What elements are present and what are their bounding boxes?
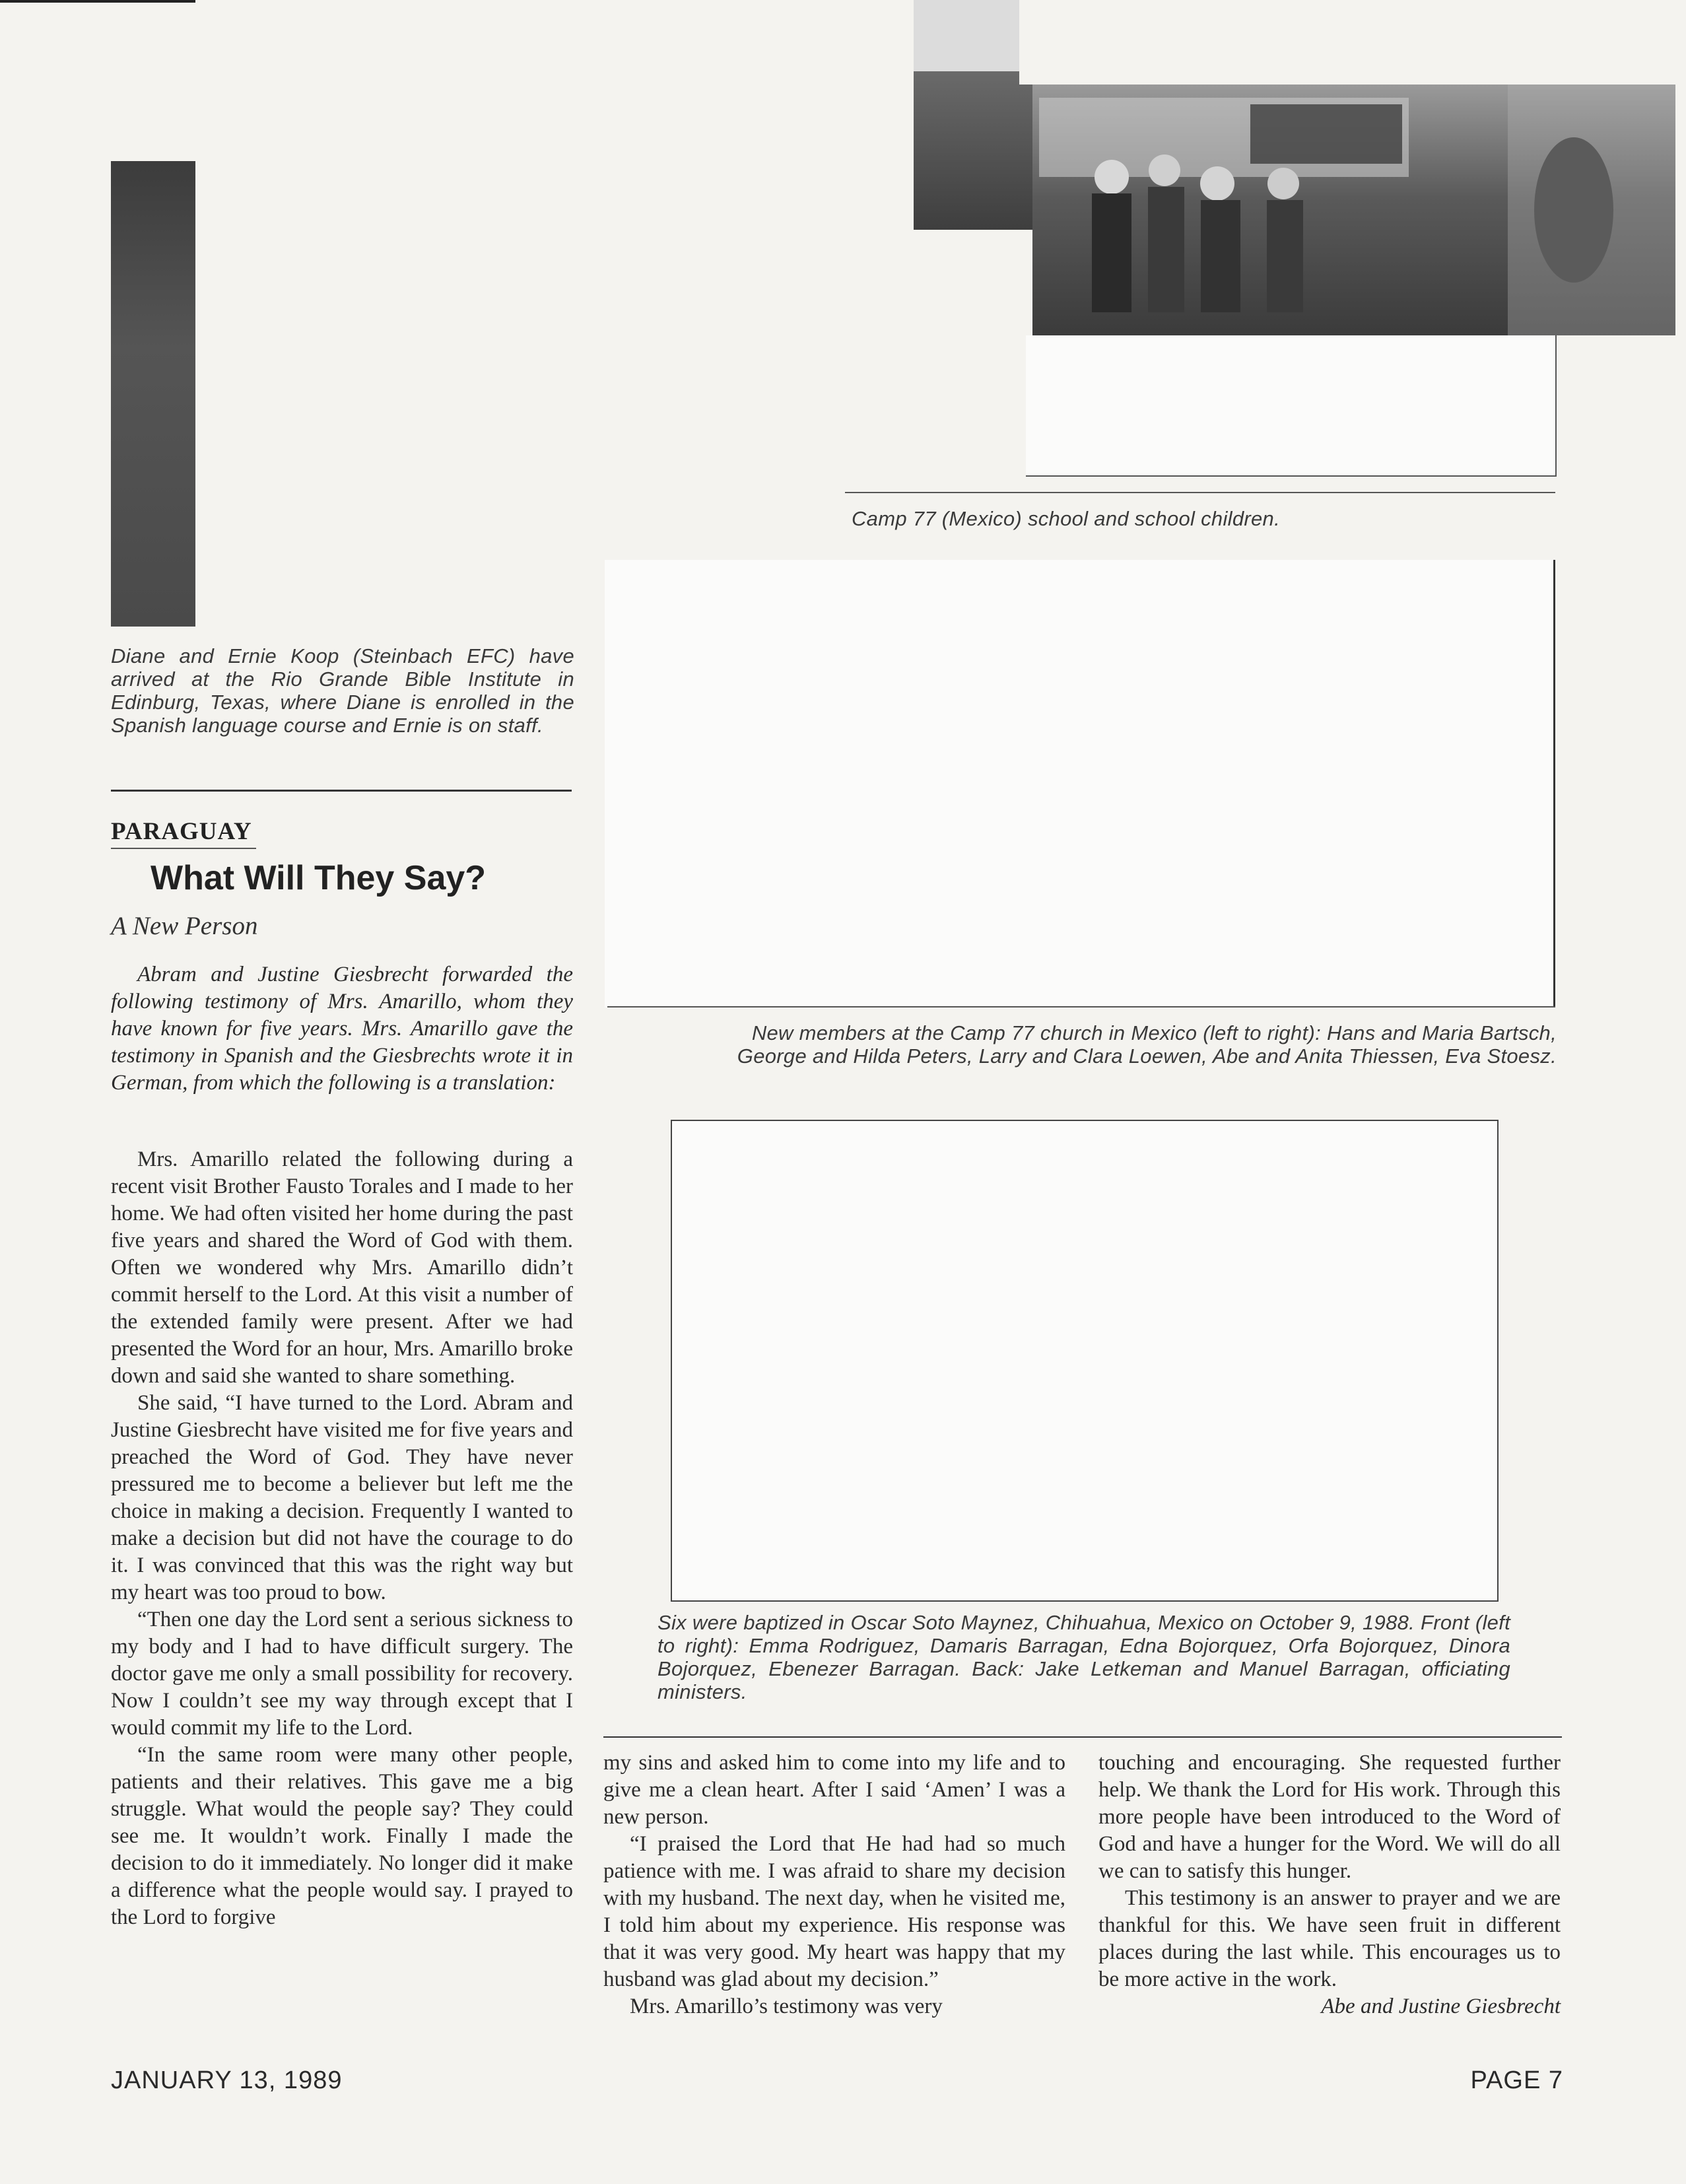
new-members-caption <box>606 1021 1557 1068</box>
col1-paragraph: “Then one day the Lord sent a serious sickness to my body and I had to have difficult surgery. The doctor gave me only a small possibility for recovery. Now I couldn’t see my way through except that I would commit my life to the Lord. <box>111 1608 573 1740</box>
section-label: PARAGUAY <box>111 818 252 845</box>
article-signature: Abe and Justine Giesbrecht <box>1321 1995 1561 2018</box>
footer-page-number: PAGE 7 <box>1470 2066 1563 2094</box>
col3-paragraph: touching and encouraging. She requested further help. We thank the Lord for His work. Through this more people have been introduced to the Word of God and have a hunger for the Word. We will do all we can to satisfy this hunger. <box>1098 1751 1561 1883</box>
col3-paragraph: This testimony is an answer to prayer and we are thankful for this. We have seen fruit in different places during the last while. This encourages us to be more active in the work. <box>1098 1886 1561 1991</box>
article-column-2 <box>603 1750 1065 2020</box>
article-intro: Abram and Justine Giesbrecht forwarded the following testimony of Mrs. Amarillo, whom they have known for five years. Mrs. Amarillo gave the testimony in Spanish and the Giesbrechts wrote it in German, from which the following is a translation: <box>111 963 573 1095</box>
baptism-photo <box>671 1120 1499 1602</box>
col2-paragraph: my sins and asked him to come into my life and to give me a clean heart. After I said ‘Amen’ I was a new person. <box>603 1751 1065 1829</box>
photo-frame-bottom <box>607 1006 1555 1007</box>
article-title: What Will They Say? <box>151 859 487 897</box>
corner-mark <box>0 0 195 3</box>
new-members-caption-line2: George and Hilda Peters, Larry and Clara Loewen, Abe and Anita Thiessen, Eva Stoesz. <box>737 1044 1557 1068</box>
camp77-school-photo <box>914 0 1557 335</box>
new-members-caption-line1: New members at the Camp 77 church in Mexico (left to right): Hans and Maria Bartsch, <box>751 1021 1557 1044</box>
col1-paragraph: “In the same room were many other people, patients and their relatives. This gave me a big struggle. What would the people say? They could see me. It wouldn’t work. Finally I made the decision to do it immediately. No longer did it make a difference what the people would say. I prayed to the Lord to forgive <box>111 1743 573 1929</box>
baptism-caption: Six were baptized in Oscar Soto Maynez, Chihuahua, Mexico on October 9, 1988. Front (left to right): Emma Rodriguez, Damaris Barragan, Edna Bojorquez, Orfa Bojorquez, Dinora Bojorquez, Ebenezer Barragan. Back: Jake Letkeman and Manuel Barragan, officiating ministers. <box>658 1611 1510 1703</box>
photo-frame-right <box>1553 560 1555 1007</box>
koop-photo <box>111 161 195 627</box>
new-members-photo <box>605 560 1555 1007</box>
col1-paragraph: She said, “I have turned to the Lord. Abram and Justine Giesbrecht have visited me for five years and preached the Word of God. They have never pressured me to become a believer but left me the choice in making a decision. Frequently I wanted to make a decision but did not have the courage to do it. I was convinced that this was the right way but my heart was too proud to bow. <box>111 1391 573 1604</box>
camp77-school-caption: Camp 77 (Mexico) school and school children. <box>852 507 1281 530</box>
article-column-1 <box>111 1146 573 1931</box>
section-underline <box>111 848 256 849</box>
article-subtitle: A New Person <box>111 912 258 940</box>
col1-paragraph: Mrs. Amarillo related the following during a recent visit Brother Fausto Torales and I made to her home. We had often visited her home during the past five years and shared the Word of God with them. Often we wondered why Mrs. Amarillo didn’t commit herself to the Lord. At this visit a number of the extended family were present. After we had presented the Word for an hour, Mrs. Amarillo broke down and said she wanted to share something. <box>111 1147 573 1388</box>
caption-rule <box>845 492 1555 493</box>
article-column-3 <box>1098 1750 1561 2020</box>
koop-rule <box>111 790 572 792</box>
col2-paragraph: “I praised the Lord that He had had so much patience with me. I was afraid to share my decision with my husband. The next day, when he visited me, I told him about my experience. His response was that it was very good. My heart was happy that my husband was glad about my decision.” <box>603 1832 1065 1991</box>
col2-paragraph: Mrs. Amarillo’s testimony was very <box>630 1995 943 2018</box>
koop-caption: Diane and Ernie Koop (Steinbach EFC) have arrived at the Rio Grande Bible Institute in Edinburg, Texas, where Diane is enrolled in the Spanish language course and Ernie is on staff. <box>111 644 574 737</box>
columns-rule <box>603 1736 1562 1738</box>
footer-date: JANUARY 13, 1989 <box>111 2066 343 2094</box>
top-photo-lower-frame <box>1026 335 1557 477</box>
